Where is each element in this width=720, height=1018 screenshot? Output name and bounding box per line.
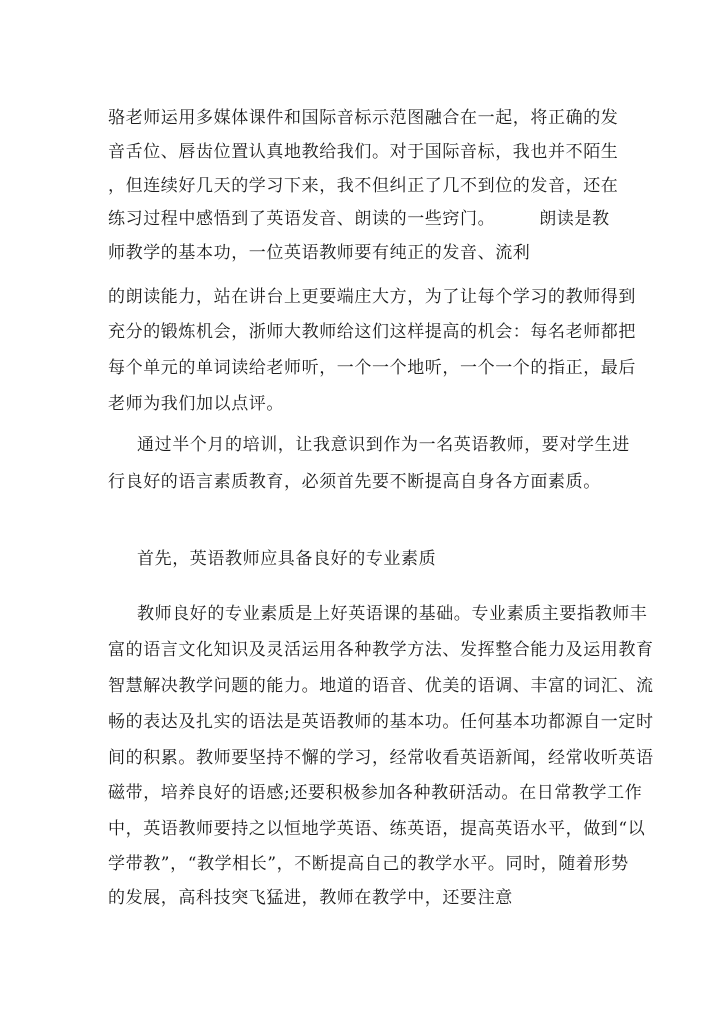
text-line: 的发展，高科技突飞猛进，教师在教学中，还要注意 — [108, 888, 513, 908]
text-line: 师教学的基本功，一位英语教师要有纯正的发音、流利 — [108, 243, 531, 263]
text-line: 音舌位、唇齿位置认真地教给我们。对于国际音标，我也并不陌生 — [108, 142, 619, 162]
text-line: 的朗读能力，站在讲台上更要端庄大方，为了让每个学习的教师得到 — [108, 287, 636, 307]
text-line: 教师良好的专业素质是上好英语课的基础。专业素质主要指教师丰 — [137, 604, 648, 624]
text-line: 畅的表达及扎实的语法是英语教师的基本功。任何基本功都源自一定时 — [108, 712, 654, 732]
text-line: 充分的锻炼机会，浙师大教师给这们这样提高的机会：每名老师都把 — [108, 322, 636, 342]
text-line: 通过半个月的培训，让我意识到作为一名英语教师，要对学生进 — [137, 435, 630, 455]
text-line: 老师为我们加以点评。 — [108, 394, 284, 414]
text-line: 学带教”，“教学相长”，不断提高自己的教学水平。同时，随着形势 — [108, 854, 629, 874]
text-line — [108, 207, 610, 231]
section-heading: 首先，英语教师应具备良好的专业素质 — [137, 549, 437, 569]
text-line: 骆老师运用多媒体课件和国际音标示范图融合在一起，将正确的发 — [108, 108, 619, 128]
text-line: ，但连续好几天的学习下来，我不但纠正了几不到位的发音，还在 — [108, 176, 619, 196]
text-line: 智慧解决教学问题的能力。地道的语音、优美的语调、丰富的词汇、流 — [108, 676, 654, 696]
text-segment: 朗读是教 — [539, 209, 610, 229]
text-line: 中，英语教师要持之以恒地学英语、练英语，提高英语水平，做到“以 — [108, 819, 646, 839]
text-line: 行良好的语言素质教育，必须首先要不断提高自身各方面素质。 — [108, 472, 601, 492]
text-segment: 练习过程中感悟到了英语发音、朗读的一些窍门。 — [108, 209, 496, 229]
text-line: 间的积累。教师要坚持不懈的学习，经常收看英语新闻，经常收听英语 — [108, 748, 654, 768]
text-line: 富的语言文化知识及灵活运用各种教学方法、发挥整合能力及运用教育 — [108, 640, 654, 660]
text-line: 磁带，培养良好的语感;还要积极参加各种教研活动。在日常教学工作 — [108, 783, 643, 803]
text-line: 每个单元的单词读给老师听，一个一个地听，一个一个的指正，最后 — [108, 358, 636, 378]
